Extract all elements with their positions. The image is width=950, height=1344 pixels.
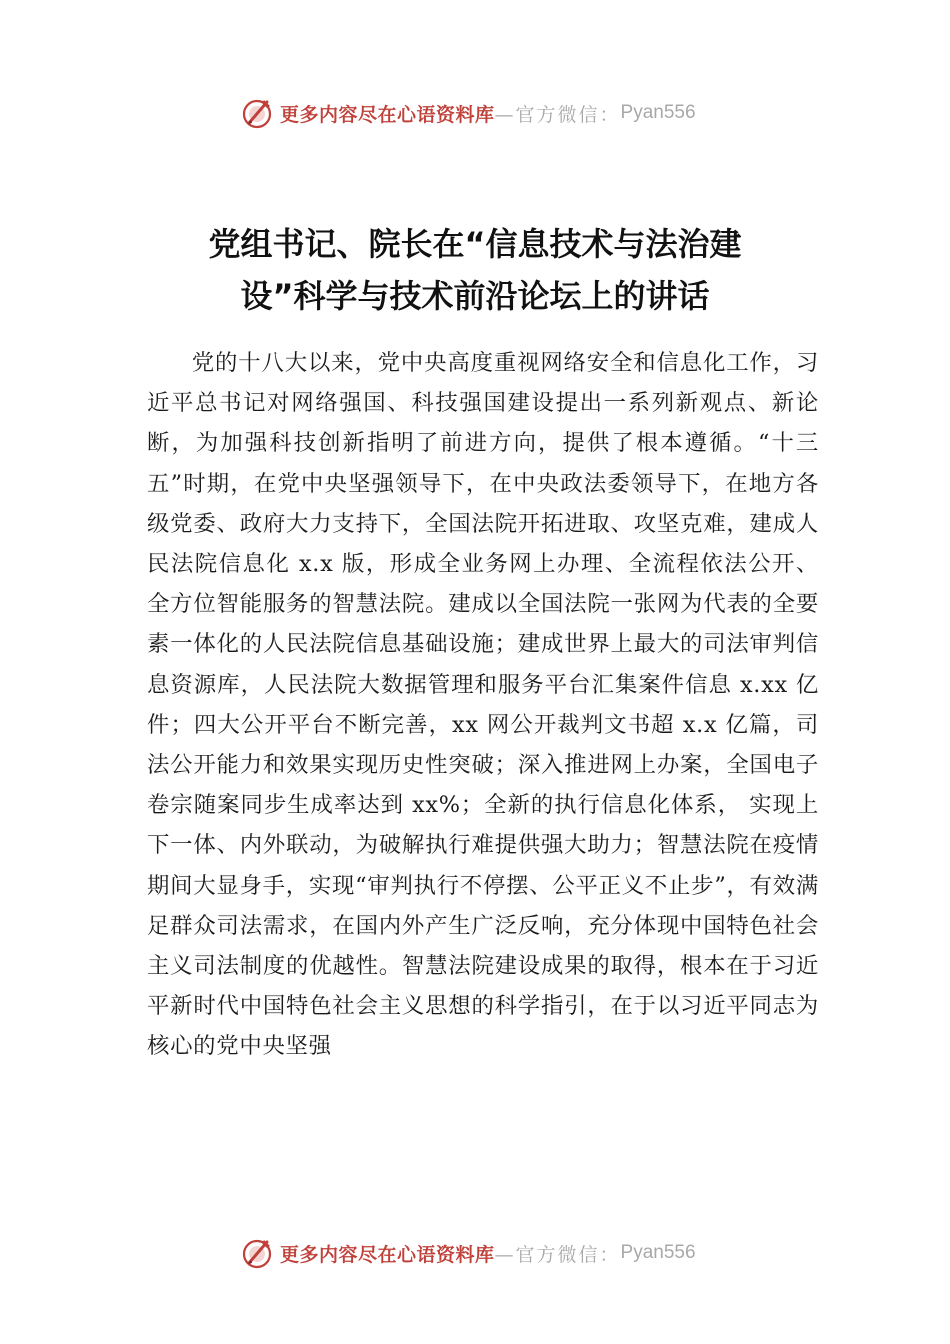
banner-wechat-id: Pyan556 (620, 1242, 696, 1263)
pen-seal-icon (240, 1236, 274, 1270)
header-watermark-banner (240, 93, 696, 133)
title-line-1: 党组书记、院长在“信息技术与法治建 (208, 225, 742, 263)
body-paragraph: 党的十八大以来，党中央高度重视网络安全和信息化工作，习近平总书记对网络强国、科技强国建设提出一系列新观点、新论断，为加强科技创新指明了前进方向，提供了根本遵循。“十三五”时期，在党中央坚强领导下，在中央政法委领导下，在地方各级党委、政府大力支持下，全国法院开拓进取、攻坚克难，建成人民法院信息化 x.x 版，形成全业务网上办理、全流程依法公开、全方位智能服务的智慧法院。建成以全国法院一张网为代表的全要素一体化的人民法院信息基础设施；建成世界上最大的司法审判信息资源库，人民法院大数据管理和服务平台汇集案件信息 x.xx 亿件；四大公开平台不断完善，xx 网公开裁判文书超 x.x 亿篇，司法公开能力和效果实现历史性突破；深入推进网上办案，全国电子卷宗随案同步生成率达到 xx%；全新的执行信息化体系， 实现上下一体、内外联动，为破解执行难提供强大助力；智慧法院在疫情期间大显身手，实现“审判执行不停摆、公平正义不止步”，有效满足群众司法需求，在国内外产生广泛反响，充分体现中国特色社会主义司法制度的优越性。智慧法院建设成果的取得，根本在于习近平新时代中国特色社会主义思想的科学指引，在于以习近平同志为核心的党中央坚强 (147, 350, 819, 1060)
title-line-2: 设”科学与技术前沿论坛上的讲话 (240, 277, 710, 315)
banner-lead-text: 更多内容尽在心语资料库 (280, 103, 495, 126)
document-title (145, 218, 805, 322)
banner-wechat-id: Pyan556 (620, 102, 696, 123)
banner-lead-text: 更多内容尽在心语资料库 (280, 1243, 495, 1266)
footer-watermark-banner (240, 1233, 696, 1273)
pen-seal-icon (240, 96, 274, 130)
banner-wechat-label: —官方微信： (494, 1243, 621, 1266)
banner-wechat-label: —官方微信： (494, 103, 621, 126)
